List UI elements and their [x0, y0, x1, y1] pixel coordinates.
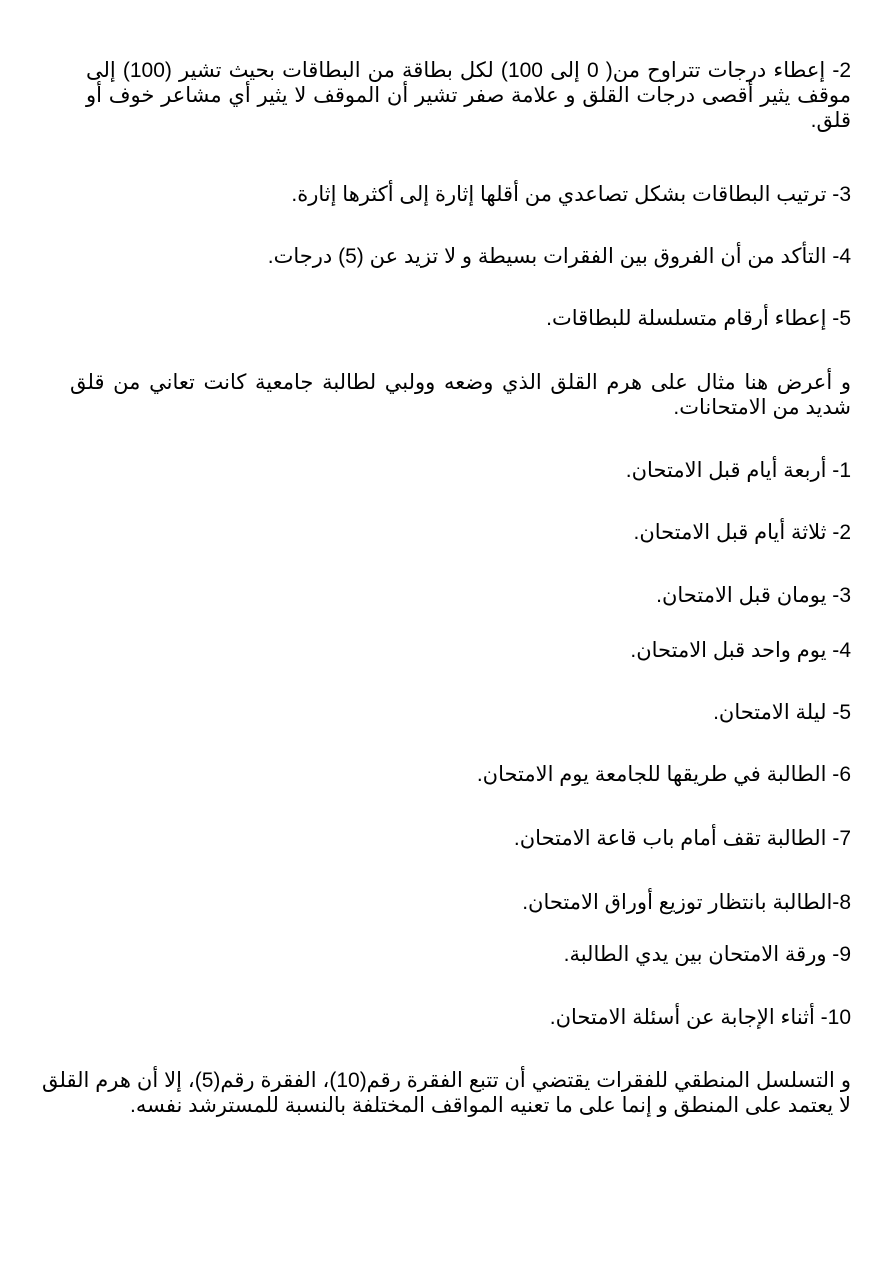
hierarchy-item-6: 6- الطالبة في طريقها للجامعة يوم الامتحان.: [476, 763, 851, 786]
hierarchy-item-10: 10- أثناء الإجابة عن أسئلة الامتحان.: [549, 1006, 851, 1029]
example-intro: و أعرض هنا مثال على هرم القلق الذي وضعه وولبي لطالبة جامعية كانت تعاني من قلق شديد من الامتحانات.: [70, 371, 851, 419]
hierarchy-item-1: 1- أربعة أيام قبل الامتحان.: [625, 459, 851, 482]
hierarchy-item-4: 4- يوم واحد قبل الامتحان.: [630, 639, 851, 662]
step-2: 2- إعطاء درجات تتراوح من( 0 إلى 100) لكل بطاقة من البطاقات بحيث تشير (100) إلى موقف يثير أقصى درجات القلق و علامة صفر تشير أن الموقف لا يثير أي مشاعر خوف أو قلق.: [86, 59, 852, 132]
step-3: 3- ترتيب البطاقات بشكل تصاعدي من أقلها إثارة إلى أكثرها إثارة.: [291, 183, 851, 206]
conclusion-paragraph: و التسلسل المنطقي للفقرات يقتضي أن تتبع الفقرة رقم(10)، الفقرة رقم(5)، إلا أن هرم القلق لا يعتمد على المنطق و إنما على ما تعنيه المواقف المختلفة بالنسبة للمسترشد نفسه.: [42, 1069, 851, 1117]
hierarchy-item-8: 8-الطالبة بانتظار توزيع أوراق الامتحان.: [522, 891, 851, 914]
step-5: 5- إعطاء أرقام متسلسلة للبطاقات.: [546, 307, 851, 330]
hierarchy-item-9: 9- ورقة الامتحان بين يدي الطالبة.: [563, 943, 851, 966]
hierarchy-item-3: 3- يومان قبل الامتحان.: [656, 584, 851, 607]
hierarchy-item-2: 2- ثلاثة أيام قبل الامتحان.: [633, 521, 851, 544]
step-4: 4- التأكد من أن الفروق بين الفقرات بسيطة و لا تزيد عن (5) درجات.: [267, 245, 851, 268]
hierarchy-item-7: 7- الطالبة تقف أمام باب قاعة الامتحان.: [513, 827, 851, 850]
hierarchy-item-5: 5- ليلة الامتحان.: [713, 701, 851, 724]
